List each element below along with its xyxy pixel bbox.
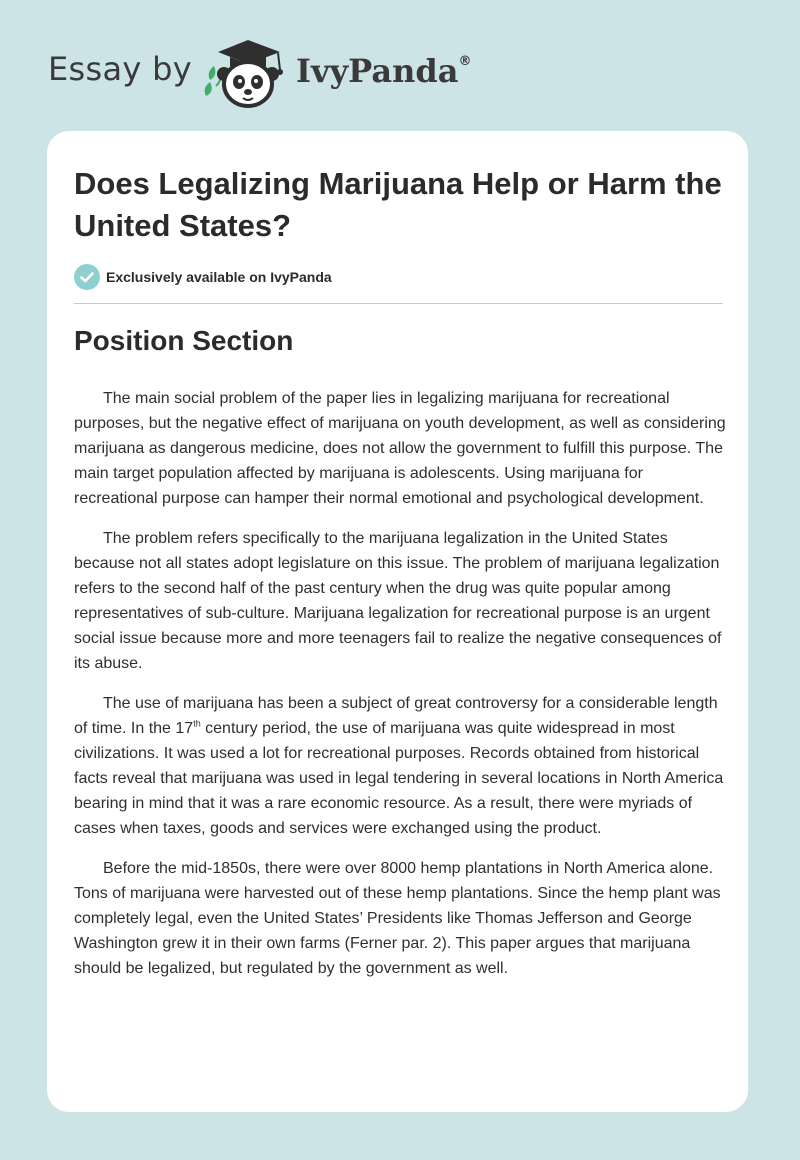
section-heading: Position Section xyxy=(74,325,294,356)
superscript: th xyxy=(193,718,201,729)
ivypanda-panda-logo-icon[interactable] xyxy=(200,36,292,108)
essay-card xyxy=(47,131,748,1112)
registered-mark: ® xyxy=(458,54,472,69)
paragraph: The main social problem of the paper lies in legalizing marijuana for recreational purposes, but the negative effect of marijuana on youth development, as well as considering marijuana as dangerous medicine, does not allow the government to fulfill this purpose. The main target population affected by marijuana is adolescents. Using marijuana for recreational purpose can hamper their normal emotional and psychological development. xyxy=(74,390,726,507)
exclusive-badge xyxy=(74,264,332,290)
brand-name[interactable]: IvyPanda® xyxy=(296,52,472,90)
essay-by-label: Essay by xyxy=(48,50,192,88)
essay-body xyxy=(74,386,726,996)
divider xyxy=(74,303,723,304)
paragraph: The use of marijuana has been a subject of great controversy for a considerable length of time. In the 17th century period, the use of marijuana was quite widespread in most civilizations. It was used a lot for recreational purposes. Records obtained from historical facts reveal that marijuana was used in legal tendering in several locations in North America bearing in mind that it was a rare economic resource. As a result, there were myriads of cases when taxes, goods and services were exchanged using the product. xyxy=(74,695,724,837)
exclusive-badge-text: Exclusively available on IvyPanda xyxy=(106,269,332,285)
paragraph: The problem refers specifically to the marijuana legalization in the United States because not all states adopt legislature on this issue. The problem of marijuana legalization refers to the second half of the past century when the drug was quite popular among representatives of sub-culture. Marijuana legalization for recreational purpose is an urgent social issue because more and more teenagers fail to realize the negative consequences of its abuse. xyxy=(74,530,722,672)
paragraph: Before the mid-1850s, there were over 8000 hemp plantations in North America alone. Tons of marijuana were harvested out of these hemp plantations. Since the hemp plant was completely legal, even the United States’ Presidents like Thomas Jefferson and George Washington grew it in their own farms (Ferner par. 2). This paper argues that marijuana should be legalized, but regulated by the government as well. xyxy=(74,860,721,977)
essay-title: Does Legalizing Marijuana Help or Harm the United States? xyxy=(74,166,722,243)
site-header xyxy=(0,0,800,130)
check-circle-icon xyxy=(74,264,100,290)
